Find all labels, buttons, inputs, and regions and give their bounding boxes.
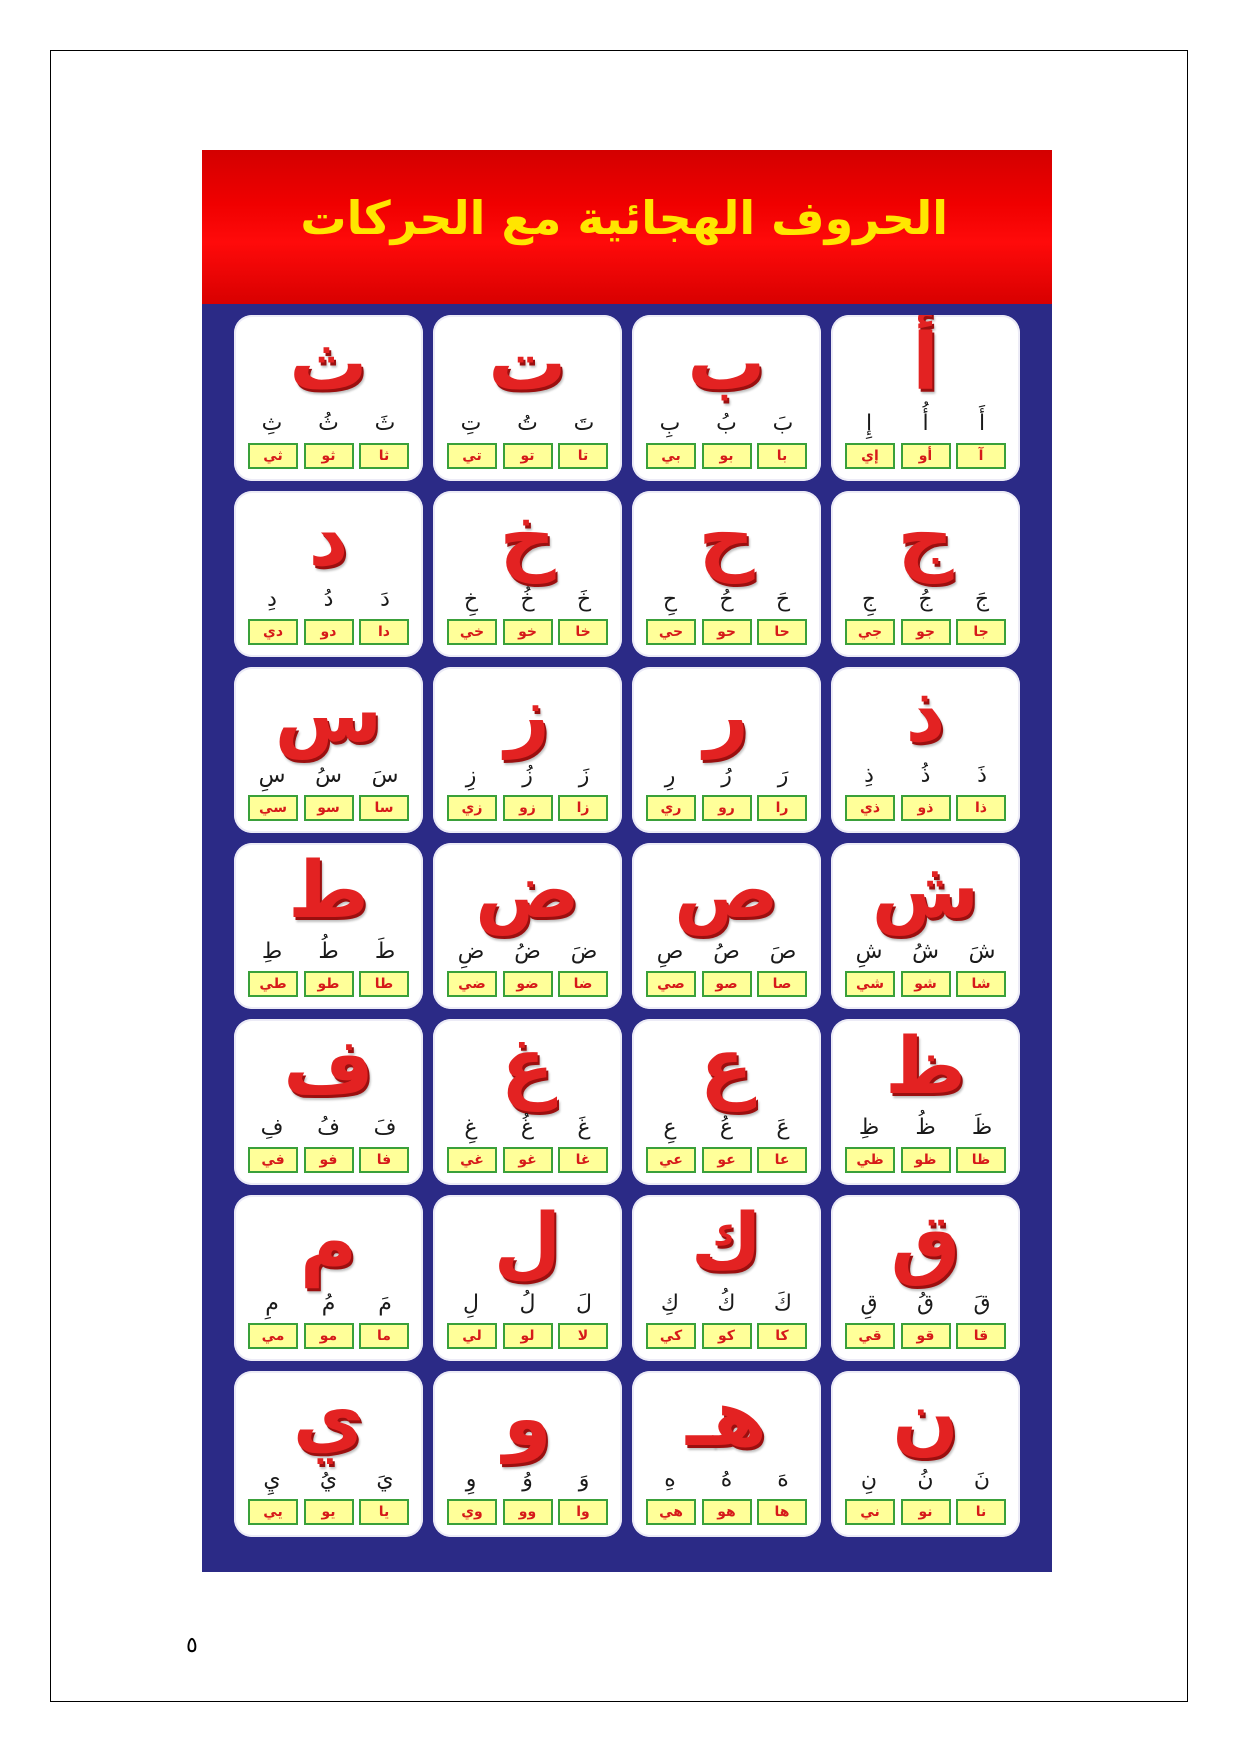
syllable-box: سو [304, 795, 354, 821]
letter-card [234, 1195, 423, 1361]
harakat-form: غُ [520, 1115, 535, 1140]
letter-card [831, 667, 1020, 833]
harakat-form: فُ [317, 1115, 340, 1140]
syllable-row [248, 795, 409, 823]
syllable-box: حا [757, 619, 807, 645]
syllable-box: آ [956, 443, 1006, 469]
syllable-row [845, 795, 1006, 823]
harakat-form: غَ [577, 1115, 591, 1140]
harakat-row [246, 585, 411, 615]
harakat-form: ضُ [514, 939, 541, 964]
syllable-box: زي [447, 795, 497, 821]
alphabet-poster [202, 150, 1052, 1572]
syllable-box: تا [558, 443, 608, 469]
harakat-form: خَ [576, 587, 592, 612]
harakat-form: مَ [378, 1291, 392, 1316]
harakat-row [445, 761, 610, 791]
letter-glyph: ذ [905, 670, 946, 760]
harakat-row [644, 761, 809, 791]
harakat-form: شُ [912, 939, 939, 964]
harakat-form: صَ [769, 939, 797, 964]
syllable-row [248, 971, 409, 999]
harakat-form: بِ [659, 411, 681, 436]
harakat-form: كَ [773, 1291, 793, 1316]
syllable-box: لو [503, 1323, 553, 1349]
syllable-box: صي [646, 971, 696, 997]
harakat-form: نَ [973, 1467, 991, 1492]
letter-card [831, 491, 1020, 657]
harakat-form: سَ [371, 763, 399, 788]
harakat-form: صُ [713, 939, 740, 964]
syllable-box: إي [845, 443, 895, 469]
syllable-row [248, 1147, 409, 1175]
syllable-row [447, 619, 608, 647]
harakat-form: عُ [719, 1115, 734, 1140]
harakat-form: ذَ [977, 763, 987, 788]
syllable-box: ثي [248, 443, 298, 469]
syllable-box: شي [845, 971, 895, 997]
letter-card [234, 843, 423, 1009]
syllable-box: خو [503, 619, 553, 645]
syllable-box: ظي [845, 1147, 895, 1173]
harakat-form: صِ [656, 939, 684, 964]
syllable-box: ذو [901, 795, 951, 821]
syllable-box: ثو [304, 443, 354, 469]
harakat-form: جِ [861, 587, 877, 612]
letter-glyph: ن [892, 1374, 959, 1464]
letter-card [632, 1019, 821, 1185]
syllable-box: بي [646, 443, 696, 469]
harakat-row [843, 1289, 1008, 1319]
letter-glyph: س [274, 670, 383, 760]
letter-card [831, 315, 1020, 481]
harakat-form: مُ [321, 1291, 336, 1316]
letter-glyph: د [308, 494, 349, 584]
letter-card [632, 843, 821, 1009]
letter-glyph: ك [690, 1198, 763, 1288]
letter-card [632, 491, 821, 657]
syllable-box: لا [558, 1323, 608, 1349]
letter-glyph: ق [890, 1198, 961, 1288]
syllable-box: عي [646, 1147, 696, 1173]
harakat-form: جَ [974, 587, 990, 612]
syllable-box: لي [447, 1323, 497, 1349]
harakat-row [246, 761, 411, 791]
letter-glyph: خ [499, 494, 556, 584]
syllable-row [447, 1323, 608, 1351]
letter-glyph: ض [475, 846, 580, 936]
harakat-form: تِ [460, 411, 482, 436]
syllable-box: يي [248, 1499, 298, 1525]
syllable-box: جا [956, 619, 1006, 645]
page-number: ٥ [186, 1633, 198, 1658]
syllable-box: ضي [447, 971, 497, 997]
harakat-form: إِ [865, 411, 873, 436]
letter-glyph: ث [289, 318, 368, 408]
syllable-box: طو [304, 971, 354, 997]
syllable-row [248, 1323, 409, 1351]
harakat-row [843, 1465, 1008, 1495]
syllable-box: في [248, 1147, 298, 1173]
syllable-box: أو [901, 443, 951, 469]
syllable-box: صا [757, 971, 807, 997]
letter-card [831, 1371, 1020, 1537]
harakat-form: خُ [520, 587, 535, 612]
syllable-box: ري [646, 795, 696, 821]
harakat-form: دُ [323, 587, 334, 612]
harakat-form: فَ [373, 1115, 397, 1140]
syllable-row [646, 1499, 807, 1527]
syllable-box: سا [359, 795, 409, 821]
syllable-box: نا [956, 1499, 1006, 1525]
syllable-box: دو [304, 619, 354, 645]
harakat-form: ضِ [457, 939, 485, 964]
letter-card [234, 1019, 423, 1185]
harakat-row [246, 1113, 411, 1143]
harakat-form: طُ [318, 939, 339, 964]
harakat-row [644, 937, 809, 967]
harakat-form: جُ [918, 587, 933, 612]
harakat-form: وِ [465, 1467, 477, 1492]
harakat-row [445, 1289, 610, 1319]
harakat-form: نِ [860, 1467, 878, 1492]
syllable-box: خي [447, 619, 497, 645]
letter-card [831, 843, 1020, 1009]
harakat-form: ضَ [570, 939, 598, 964]
syllable-box: ضا [558, 971, 608, 997]
harakat-row [445, 1465, 610, 1495]
harakat-row [644, 409, 809, 439]
syllable-box: فو [304, 1147, 354, 1173]
harakat-form: زِ [465, 763, 477, 788]
letter-glyph: أ [912, 318, 939, 408]
harakat-row [445, 409, 610, 439]
harakat-form: وَ [578, 1467, 590, 1492]
harakat-form: فِ [260, 1115, 284, 1140]
syllable-box: خا [558, 619, 608, 645]
syllable-box: صو [702, 971, 752, 997]
harakat-form: بُ [716, 411, 737, 436]
harakat-form: عِ [663, 1115, 677, 1140]
harakat-row [843, 937, 1008, 967]
syllable-box: تو [503, 443, 553, 469]
syllable-box: دي [248, 619, 298, 645]
syllable-row [845, 1499, 1006, 1527]
letter-card [433, 491, 622, 657]
harakat-form: عَ [776, 1115, 790, 1140]
letter-glyph: ف [283, 1022, 374, 1112]
harakat-form: زَ [578, 763, 590, 788]
harakat-form: نُ [917, 1467, 934, 1492]
harakat-form: كُ [717, 1291, 736, 1316]
letter-card [433, 1019, 622, 1185]
harakat-form: رَ [777, 763, 789, 788]
syllable-box: هي [646, 1499, 696, 1525]
harakat-form: يَ [376, 1467, 394, 1492]
syllable-row [447, 971, 608, 999]
harakat-row [246, 1289, 411, 1319]
harakat-form: بَ [772, 411, 794, 436]
harakat-row [644, 1289, 809, 1319]
harakat-form: أَ [978, 411, 986, 436]
syllable-row [248, 619, 409, 647]
harakat-form: لُ [519, 1291, 536, 1316]
syllable-row [845, 1323, 1006, 1351]
letter-glyph: ط [287, 846, 369, 936]
letter-card [831, 1019, 1020, 1185]
letter-glyph: ي [292, 1374, 365, 1464]
syllable-row [646, 971, 807, 999]
harakat-form: رُ [721, 763, 732, 788]
syllable-box: غو [503, 1147, 553, 1173]
letter-card [433, 315, 622, 481]
syllable-box: عو [702, 1147, 752, 1173]
harakat-row [246, 1465, 411, 1495]
syllable-row [646, 443, 807, 471]
harakat-row [843, 409, 1008, 439]
harakat-form: هَ [777, 1467, 789, 1492]
harakat-row [843, 1113, 1008, 1143]
harakat-form: شِ [855, 939, 883, 964]
syllable-box: قا [956, 1323, 1006, 1349]
letter-glyph: و [503, 1374, 552, 1464]
syllable-box: ضو [503, 971, 553, 997]
harakat-row [246, 409, 411, 439]
letter-card [632, 315, 821, 481]
harakat-form: شَ [968, 939, 996, 964]
syllable-box: وي [447, 1499, 497, 1525]
poster-title: الحروف الهجائية مع الحركات [300, 191, 948, 245]
syllable-box: طا [359, 971, 409, 997]
letter-glyph: ع [699, 1022, 754, 1112]
syllable-row [248, 1499, 409, 1527]
harakat-form: رِ [664, 763, 676, 788]
harakat-form: لَ [576, 1291, 592, 1316]
letter-grid [234, 315, 1020, 1547]
harakat-form: ثُ [318, 411, 339, 436]
harakat-row [445, 937, 610, 967]
letter-card [632, 1195, 821, 1361]
syllable-box: شا [956, 971, 1006, 997]
harakat-form: تَ [573, 411, 595, 436]
harakat-form: غِ [464, 1115, 478, 1140]
syllable-box: ظو [901, 1147, 951, 1173]
letter-card [632, 667, 821, 833]
syllable-box: ها [757, 1499, 807, 1525]
harakat-form: يُ [319, 1467, 338, 1492]
syllable-box: ثا [359, 443, 409, 469]
syllable-box: يو [304, 1499, 354, 1525]
letter-card [234, 667, 423, 833]
syllable-box: رو [702, 795, 752, 821]
harakat-form: زُ [522, 763, 533, 788]
harakat-form: ثَ [374, 411, 396, 436]
letter-glyph: م [299, 1198, 358, 1288]
harakat-row [445, 1113, 610, 1143]
syllable-box: جي [845, 619, 895, 645]
harakat-row [246, 937, 411, 967]
poster-banner [202, 150, 1052, 304]
syllable-box: غا [558, 1147, 608, 1173]
harakat-form: خِ [463, 587, 479, 612]
harakat-form: طَ [374, 939, 396, 964]
harakat-form: ذُ [920, 763, 931, 788]
syllable-row [447, 443, 608, 471]
syllable-row [845, 1147, 1006, 1175]
syllable-box: حو [702, 619, 752, 645]
harakat-form: يِ [263, 1467, 281, 1492]
letter-glyph: ص [674, 846, 779, 936]
letter-glyph: ر [704, 670, 749, 760]
harakat-form: هِ [664, 1467, 676, 1492]
syllable-box: عا [757, 1147, 807, 1173]
letter-card [831, 1195, 1020, 1361]
letter-glyph: ت [488, 318, 567, 408]
syllable-row [646, 795, 807, 823]
harakat-form: دَ [380, 587, 390, 612]
harakat-form: كِ [660, 1291, 680, 1316]
syllable-box: را [757, 795, 807, 821]
harakat-form: حَ [775, 587, 791, 612]
syllable-box: مي [248, 1323, 298, 1349]
harakat-form: قَ [973, 1291, 991, 1316]
syllable-box: جو [901, 619, 951, 645]
harakat-form: ثِ [261, 411, 283, 436]
letter-glyph: ب [687, 318, 766, 408]
harakat-form: دِ [267, 587, 277, 612]
harakat-form: تُ [517, 411, 538, 436]
syllable-box: ذا [956, 795, 1006, 821]
harakat-row [644, 1113, 809, 1143]
syllable-row [845, 443, 1006, 471]
harakat-form: مِ [265, 1291, 279, 1316]
letter-glyph: ل [493, 1198, 562, 1288]
syllable-box: شو [901, 971, 951, 997]
syllable-box: هو [702, 1499, 752, 1525]
harakat-form: أُ [922, 411, 929, 436]
syllable-box: حي [646, 619, 696, 645]
harakat-form: قِ [860, 1291, 878, 1316]
syllable-box: تي [447, 443, 497, 469]
harakat-row [445, 585, 610, 615]
syllable-box: ذي [845, 795, 895, 821]
syllable-box: مو [304, 1323, 354, 1349]
harakat-form: طِ [261, 939, 283, 964]
syllable-box: يا [359, 1499, 409, 1525]
harakat-row [644, 1465, 809, 1495]
syllable-row [447, 1147, 608, 1175]
syllable-box: ني [845, 1499, 895, 1525]
harakat-form: سِ [258, 763, 286, 788]
harakat-form: وُ [522, 1467, 533, 1492]
syllable-box: دا [359, 619, 409, 645]
harakat-form: قُ [916, 1291, 935, 1316]
letter-glyph: ح [698, 494, 755, 584]
syllable-box: سي [248, 795, 298, 821]
letter-glyph: غ [500, 1022, 555, 1112]
letter-card [234, 491, 423, 657]
letter-card [433, 1195, 622, 1361]
harakat-form: ذِ [864, 763, 874, 788]
letter-glyph: ش [871, 846, 980, 936]
syllable-box: بو [702, 443, 752, 469]
letter-glyph: هـ [686, 1374, 767, 1464]
syllable-box: وو [503, 1499, 553, 1525]
letter-card [632, 1371, 821, 1537]
letter-card [433, 1371, 622, 1537]
syllable-box: ما [359, 1323, 409, 1349]
syllable-row [646, 619, 807, 647]
harakat-form: ظُ [915, 1115, 936, 1140]
syllable-row [845, 619, 1006, 647]
harakat-row [843, 585, 1008, 615]
harakat-row [644, 585, 809, 615]
syllable-box: با [757, 443, 807, 469]
syllable-box: زا [558, 795, 608, 821]
syllable-row [447, 795, 608, 823]
syllable-box: كا [757, 1323, 807, 1349]
harakat-form: هُ [720, 1467, 733, 1492]
letter-glyph: ز [505, 670, 550, 760]
syllable-row [248, 443, 409, 471]
letter-card [433, 667, 622, 833]
syllable-box: فا [359, 1147, 409, 1173]
syllable-box: كي [646, 1323, 696, 1349]
syllable-box: قو [901, 1323, 951, 1349]
harakat-form: حِ [662, 587, 678, 612]
syllable-box: طي [248, 971, 298, 997]
letter-card [234, 1371, 423, 1537]
harakat-form: حُ [719, 587, 734, 612]
letter-glyph: ج [897, 494, 954, 584]
syllable-box: كو [702, 1323, 752, 1349]
syllable-box: وا [558, 1499, 608, 1525]
letter-glyph: ظ [884, 1022, 966, 1112]
harakat-row [843, 761, 1008, 791]
syllable-row [447, 1499, 608, 1527]
syllable-row [845, 971, 1006, 999]
syllable-row [646, 1323, 807, 1351]
syllable-box: زو [503, 795, 553, 821]
syllable-row [646, 1147, 807, 1175]
letter-card [234, 315, 423, 481]
letter-card [433, 843, 622, 1009]
harakat-form: ظَ [971, 1115, 993, 1140]
syllable-box: ظا [956, 1147, 1006, 1173]
syllable-box: غي [447, 1147, 497, 1173]
syllable-box: نو [901, 1499, 951, 1525]
harakat-form: ظِ [858, 1115, 880, 1140]
harakat-form: سُ [315, 763, 342, 788]
syllable-box: قي [845, 1323, 895, 1349]
harakat-form: لِ [463, 1291, 479, 1316]
